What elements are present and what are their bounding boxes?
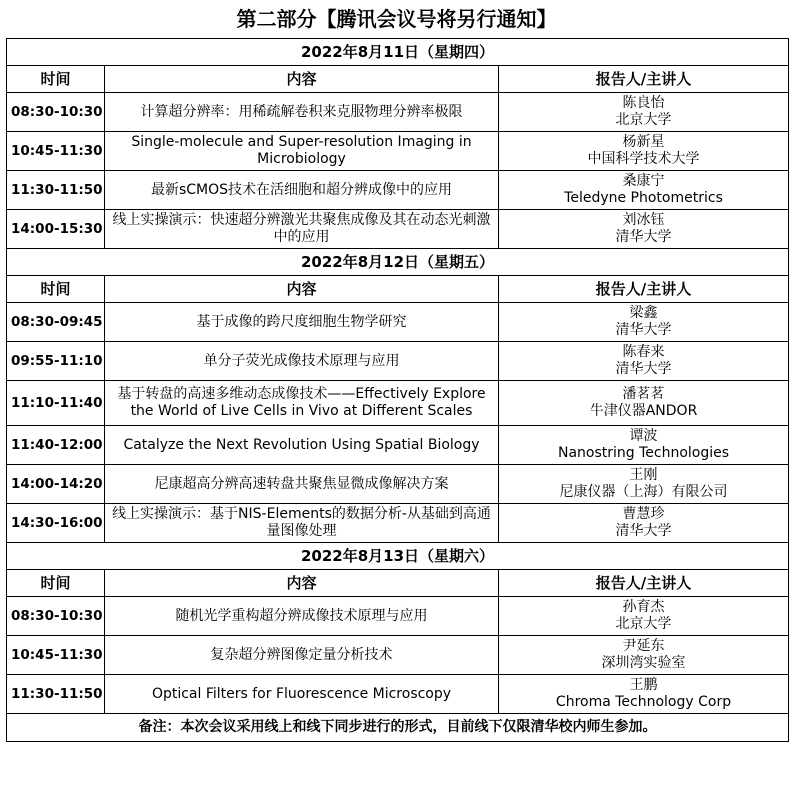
session-speaker: [499, 597, 789, 636]
session-content: 随机光学重构超分辨成像技术原理与应用: [105, 597, 499, 636]
table-row: [7, 93, 789, 132]
speaker-name: 潘茗茗: [622, 386, 665, 402]
speaker-affiliation: 牛津仪器ANDOR: [589, 403, 698, 419]
session-speaker: [499, 636, 789, 675]
table-row: [7, 132, 789, 171]
session-content: Catalyze the Next Revolution Using Spatial Biology: [105, 426, 499, 465]
session-time: 08:30-10:30: [7, 597, 105, 636]
speaker-name: 孙育杰: [622, 599, 665, 615]
column-header-row: [7, 276, 789, 303]
speaker-affiliation: Teledyne Photometrics: [564, 190, 723, 206]
column-header-row: [7, 570, 789, 597]
page-title: 第二部分【腾讯会议号将另行通知】: [236, 7, 557, 31]
speaker-affiliation: Chroma Technology Corp: [555, 694, 732, 710]
content-header: 内容: [105, 570, 499, 597]
session-speaker: [499, 171, 789, 210]
day-header-row: [7, 249, 789, 276]
speaker-name: 杨新星: [622, 134, 665, 150]
table-row: [7, 675, 789, 714]
session-time: 11:30-11:50: [7, 675, 105, 714]
speaker-affiliation: 深圳湾实验室: [601, 655, 686, 671]
speaker-affiliation: 北京大学: [615, 112, 672, 128]
speaker-affiliation: 清华大学: [615, 523, 672, 539]
session-content: 基于成像的跨尺度细胞生物学研究: [105, 303, 499, 342]
session-content: 线上实操演示：快速超分辨激光共聚焦成像及其在动态光刺激中的应用: [105, 210, 499, 249]
session-time: 08:30-10:30: [7, 93, 105, 132]
table-row: [7, 636, 789, 675]
column-header-row: [7, 66, 789, 93]
table-row: [7, 465, 789, 504]
speaker-name: 尹延东: [622, 638, 665, 654]
table-row: [7, 426, 789, 465]
speaker-header: 报告人/主讲人: [499, 570, 789, 597]
speaker-affiliation: 北京大学: [615, 616, 672, 632]
speaker-name: 王鹏: [629, 677, 658, 693]
session-time: 08:30-09:45: [7, 303, 105, 342]
session-content: 最新sCMOS技术在活细胞和超分辨成像中的应用: [105, 171, 499, 210]
speaker-header: 报告人/主讲人: [499, 66, 789, 93]
speaker-name: 王刚: [629, 467, 658, 483]
table-row: [7, 381, 789, 426]
session-content: 尼康超高分辨高速转盘共聚焦显微成像解决方案: [105, 465, 499, 504]
schedule-table: [6, 38, 789, 742]
time-header: 时间: [7, 66, 105, 93]
session-content: 线上实操演示：基于NIS-Elements的数据分析-从基础到高通量图像处理: [105, 504, 499, 543]
day-date: 2022年8月11日（星期四）: [7, 39, 789, 66]
session-content: 基于转盘的高速多维动态成像技术——Effectively Explore the World of Live Cells in Vivo at Different Scales: [105, 381, 499, 426]
day-header-row: [7, 543, 789, 570]
speaker-affiliation: 尼康仪器（上海）有限公司: [559, 484, 728, 500]
session-time: 14:00-15:30: [7, 210, 105, 249]
session-speaker: [499, 426, 789, 465]
session-time: 10:45-11:30: [7, 132, 105, 171]
day-date: 2022年8月13日（星期六）: [7, 543, 789, 570]
speaker-affiliation: 中国科学技术大学: [587, 151, 700, 167]
day-header-row: [7, 39, 789, 66]
session-time: 10:45-11:30: [7, 636, 105, 675]
session-speaker: [499, 342, 789, 381]
table-row: [7, 171, 789, 210]
speaker-name: 陈良怡: [622, 95, 665, 111]
speaker-name: 桑康宁: [622, 173, 665, 189]
speaker-affiliation: 清华大学: [615, 361, 672, 377]
note-text: 备注：本次会议采用线上和线下同步进行的形式，目前线下仅限清华校内师生参加。: [7, 714, 789, 742]
session-speaker: [499, 93, 789, 132]
speaker-name: 陈春来: [622, 344, 665, 360]
session-content: 单分子荧光成像技术原理与应用: [105, 342, 499, 381]
speaker-name: 谭波: [629, 428, 658, 444]
speaker-name: 曹慧珍: [622, 506, 665, 522]
speaker-name: 梁鑫: [629, 305, 658, 321]
session-speaker: [499, 303, 789, 342]
speaker-name: 刘冰钰: [622, 212, 665, 228]
note-row: [7, 714, 789, 742]
session-content: Optical Filters for Fluorescence Microscopy: [105, 675, 499, 714]
session-time: 09:55-11:10: [7, 342, 105, 381]
speaker-header: 报告人/主讲人: [499, 276, 789, 303]
speaker-affiliation: 清华大学: [615, 229, 672, 245]
session-speaker: [499, 465, 789, 504]
session-time: 14:30-16:00: [7, 504, 105, 543]
session-time: 11:10-11:40: [7, 381, 105, 426]
table-row: [7, 342, 789, 381]
session-speaker: [499, 381, 789, 426]
session-time: 14:00-14:20: [7, 465, 105, 504]
session-content: 复杂超分辨图像定量分析技术: [105, 636, 499, 675]
session-content: Single-molecule and Super-resolution Imaging in Microbiology: [105, 132, 499, 171]
time-header: 时间: [7, 276, 105, 303]
content-header: 内容: [105, 276, 499, 303]
speaker-affiliation: 清华大学: [615, 322, 672, 338]
session-content: 计算超分辨率：用稀疏解卷积来克服物理分辨率极限: [105, 93, 499, 132]
speaker-affiliation: Nanostring Technologies: [557, 445, 730, 461]
content-header: 内容: [105, 66, 499, 93]
session-speaker: [499, 132, 789, 171]
time-header: 时间: [7, 570, 105, 597]
session-speaker: [499, 675, 789, 714]
session-time: 11:30-11:50: [7, 171, 105, 210]
table-row: [7, 303, 789, 342]
session-time: 11:40-12:00: [7, 426, 105, 465]
table-row: [7, 210, 789, 249]
table-row: [7, 597, 789, 636]
session-speaker: [499, 504, 789, 543]
session-speaker: [499, 210, 789, 249]
day-date: 2022年8月12日（星期五）: [7, 249, 789, 276]
table-row: [7, 504, 789, 543]
